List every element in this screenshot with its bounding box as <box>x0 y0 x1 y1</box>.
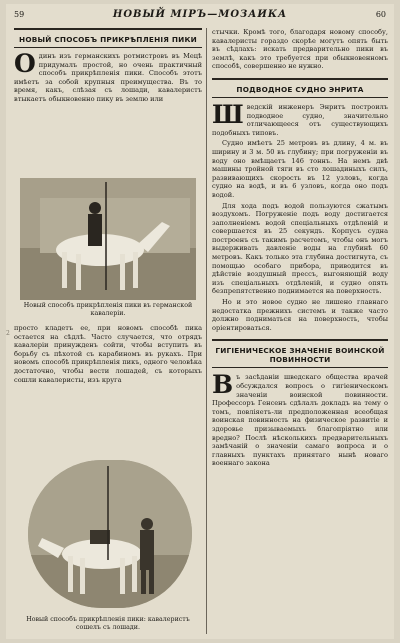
column-divider <box>206 28 207 634</box>
submarine-dropcap: Ш <box>212 99 244 129</box>
page-number-left: 59 <box>14 10 25 19</box>
photo-caption-1: Новый способъ прикрѣпленія пики въ германской кавалеріи. <box>23 302 193 317</box>
lance-continuation: стычки. Кромѣ того, благодаря новому способу, кавалеристы гораздо скорѣе могутъ опять быть въ сѣдлахъ: искать предварительно пики въ землѣ, какъ это требуется при обыкновенномъ способѣ, совершенно не нужно. <box>212 28 388 71</box>
lance-dropcap: О <box>14 49 36 78</box>
gymnastics-text <box>212 370 388 468</box>
left-column <box>14 28 202 634</box>
section-rule-1 <box>212 78 388 80</box>
top-rule <box>14 28 202 30</box>
lance-para-2: просто кладетъ ее, при новомъ способѣ пика остается на сѣдлѣ. Часто случается, что отрядъ кавалеріи принужденъ сойти, чтобы вступить въ борьбу съ пѣхотой съ карабиномъ въ рукахъ. При новомъ способѣ прикрѣпленія пикъ, одного человѣка достаточно, чтобы вести лошадей, съ которыхъ сошли кавалеристы, изъ круга <box>14 324 202 384</box>
lance-article-heading: НОВЫЙ СПОСОБЪ ПРИКРѢПЛЕНІЯ ПИКИ <box>19 35 197 44</box>
gymnastics-heading-rule <box>212 367 388 368</box>
running-header <box>14 8 386 24</box>
running-title: НОВЫЙ МІРЪ—МОЗАИКА <box>112 9 288 20</box>
lance-intro-text <box>14 49 202 150</box>
gymnastics-para-1: ъ засѣданіи шведскаго общества врачей обсуждался вопросъ о гигіеническомъ значеніи воинской повинности. Профессоръ Генсенъ сдѣлалъ докладъ на тему о томъ, повліяетъ-ли предположенная всеобщая воинская повинность на физическое развитіе и здоровье призываемыхъ благопріятно или вредно? Послѣ нѣсколькихъ предварительныхъ замѣчаній о значеніи самаго вопроса и о главныхъ пунктахъ принятаго нынѣ новаго военнаго закона <box>212 373 388 468</box>
lance-para-1: динъ изъ германскихъ ротмистровъ въ Мецѣ придумалъ простой, но очень практичный способъ прикрѣпленія пики. Способъ этотъ имѣетъ за собой крупныя преимущества. Въ то время, какъ, слѣзая съ лошади, кавалеристъ втыкаетъ обыкновенно пику въ землю или <box>14 52 202 103</box>
submarine-text <box>212 99 388 332</box>
section-rule-2 <box>212 339 388 341</box>
submarine-para-2: Судно имѣетъ 25 метровъ въ длину, 4 м. въ ширину и 3 м. 50 въ глубину; при погруженіи въ воду оно вмѣщаетъ 146 тоннъ. На немъ двѣ машины тройной тяги въ сто лошадиныхъ силъ, развивающихъ скорость въ 12 узловъ, когда судно на водѣ, и въ 6 узловъ, когда оно подъ водой. <box>212 139 388 199</box>
photo-cavalry-dismounted <box>28 460 192 608</box>
submarine-para-4: Но и это новое судно не лишено главнаго недостатка прежнихъ системъ и также часто должно подниматься на поверхность, чтобы оріентироваться. <box>212 298 388 332</box>
cavalry-dismounted-illustration <box>28 460 192 608</box>
gymnastics-dropcap: В <box>212 370 234 400</box>
margin-note: 2 <box>6 330 10 337</box>
journal-page <box>6 4 394 639</box>
submarine-heading: ПОДВОДНОЕ СУДНО ЭНРИТА <box>236 84 364 94</box>
right-column <box>212 28 388 634</box>
lance-para-2-container <box>14 324 202 384</box>
photo-cavalry-mounted <box>20 178 196 300</box>
submarine-para-3: Для хода подъ водой пользуются сжатымъ воздухомъ. Погруженіе подъ воду достигается заполненіемъ водой спеціальныхъ отдѣленій и совершается въ 25 секундъ. Корпусъ судна построенъ съ такимъ расчетомъ, чтобы онъ могъ выдерживать давленіе воды на глубинѣ 60 метровъ. Какъ только эта глубина достигнута, съ помощью особаго прибора, приводится въ дѣйствіе воздушный прессъ, выгоняющій воду изъ спеціальныхъ отдѣленій, и судно опять безпрепятственно поднимается на поверхность. <box>212 201 388 296</box>
page-number-right: 60 <box>375 10 386 19</box>
lance-illustration-margin <box>96 86 130 156</box>
submarine-heading-rule <box>212 97 388 98</box>
heading-rule <box>14 47 202 48</box>
photo-caption-2: Новый способъ прикрѣпленія пики: кавалеристъ сошелъ съ лошади. <box>26 616 190 631</box>
gymnastics-heading: ГИГІЕНИЧЕСКОЕ ЗНАЧЕНІЕ ВОИНСКОЙ ПОВИННОСТИ <box>215 346 385 365</box>
submarine-para-1: ведскій инженеръ Энритъ построилъ подводное судно, значительно отличающееся отъ существующихъ подобныхъ типовъ. <box>212 102 388 137</box>
cavalry-mounted-illustration <box>20 178 196 300</box>
